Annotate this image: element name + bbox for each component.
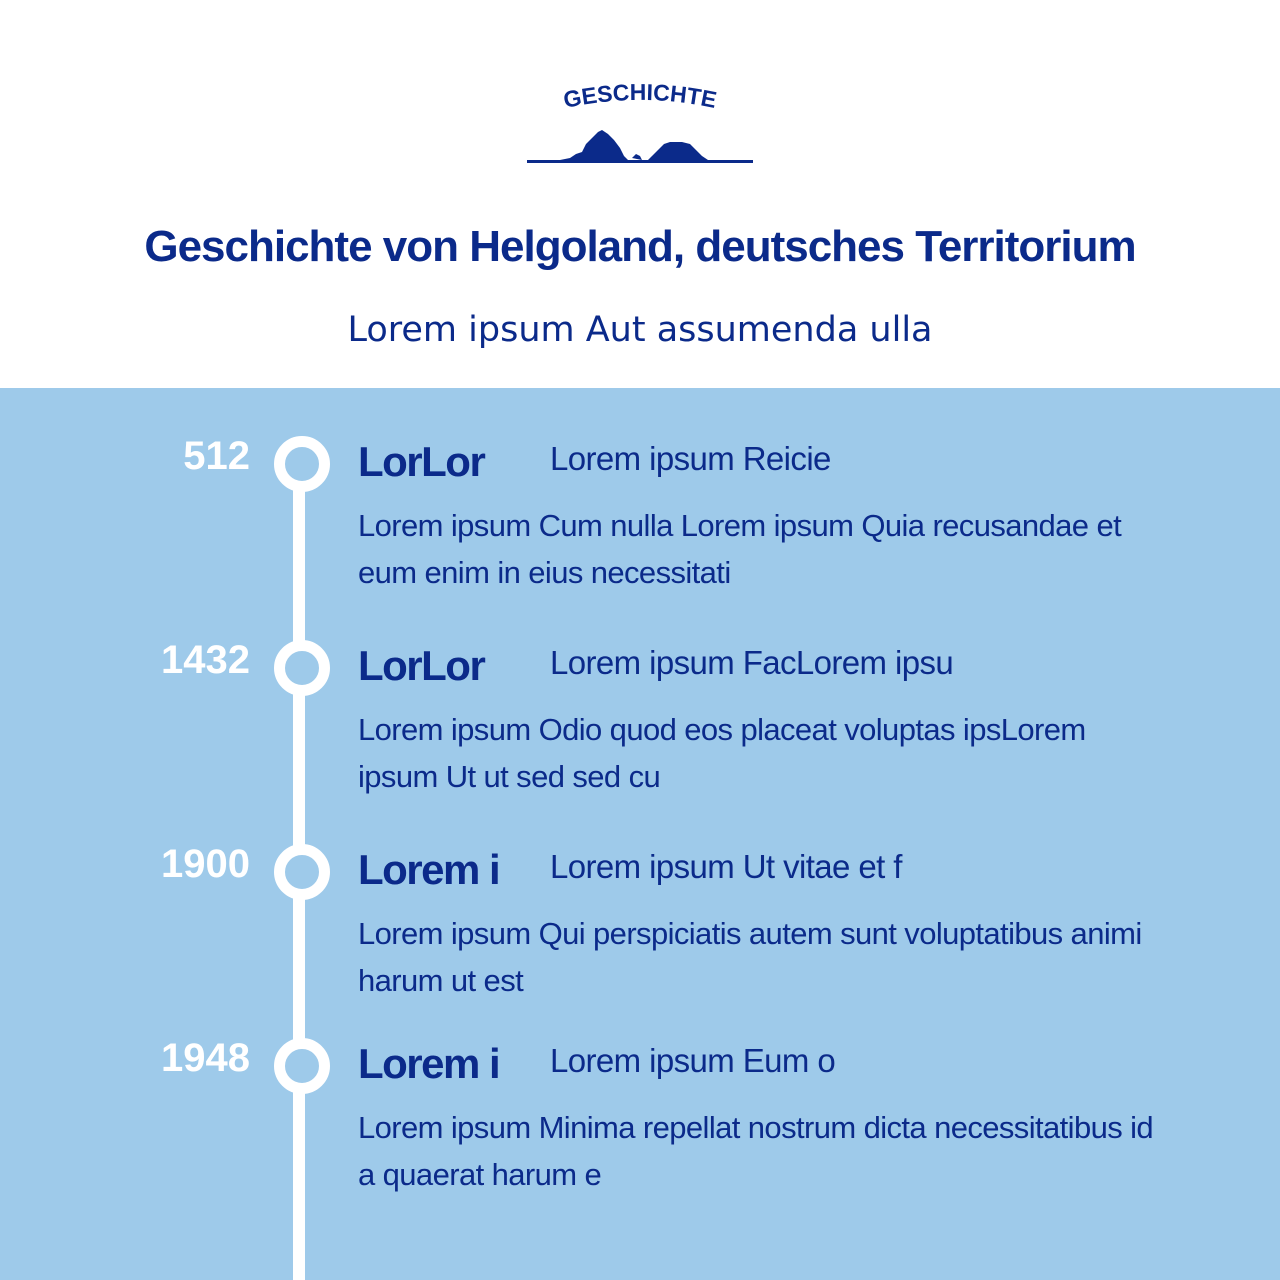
event-year: 1900 [161, 842, 250, 886]
event-description: Lorem ipsum Qui perspiciatis autem sunt voluptatibus animi harum ut est [358, 916, 1142, 998]
event-year: 1948 [161, 1036, 250, 1080]
timeline-marker-icon [274, 844, 330, 900]
header [0, 0, 1280, 388]
logo-arc-text: GESCHICHTE [561, 78, 719, 113]
timeline-panel [0, 388, 1280, 1280]
event-title: Lorem i [358, 846, 500, 893]
helgoland-rock-logo [520, 78, 760, 178]
event-description: Lorem ipsum Cum nulla Lorem ipsum Quia recusandae et eum enim in eius necessitati [358, 508, 1122, 590]
event-title: Lorem i [358, 1040, 500, 1087]
event-description: Lorem ipsum Minima repellat nostrum dicta necessitatibus id a quaerat harum e [358, 1110, 1154, 1192]
event-subtitle: Lorem ipsum FacLorem ipsu [550, 644, 954, 681]
rock-silhouette-icon [560, 130, 708, 160]
timeline-marker-icon [274, 436, 330, 492]
event-description: Lorem ipsum Odio quod eos placeat voluptas ipsLorem ipsum Ut ut sed sed cu [358, 712, 1086, 794]
event-subtitle: Lorem ipsum Eum o [550, 1042, 836, 1079]
timeline-marker-icon [274, 1038, 330, 1094]
event-title: LorLor [358, 642, 485, 689]
event-subtitle: Lorem ipsum Ut vitae et f [550, 848, 902, 885]
event-title: LorLor [358, 438, 485, 485]
event-year: 1432 [161, 638, 250, 682]
logo-baseline [527, 160, 753, 163]
page-title: Geschichte von Helgoland, deutsches Territorium [144, 222, 1136, 271]
page-subtitle: Lorem ipsum Aut assumenda ulla [347, 310, 933, 350]
timeline-marker-icon [274, 640, 330, 696]
event-year: 512 [183, 434, 250, 478]
event-subtitle: Lorem ipsum Reicie [550, 440, 831, 477]
